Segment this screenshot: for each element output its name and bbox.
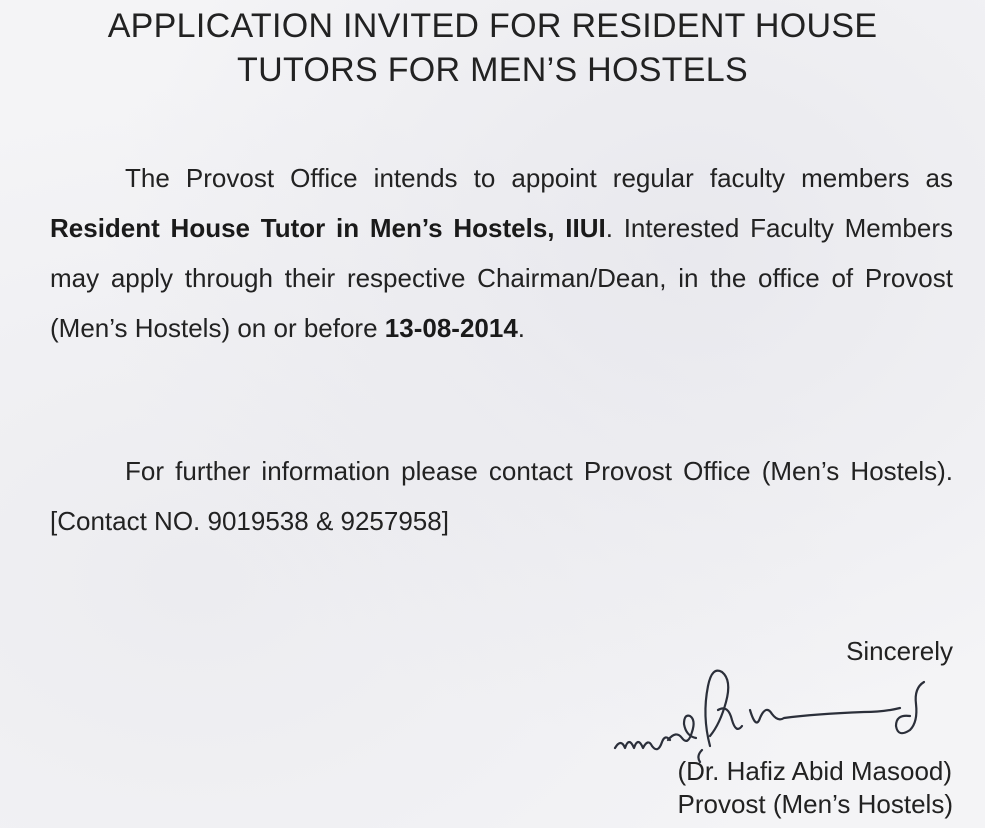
signatory-name: (Dr. Hafiz Abid Masood) [677, 756, 953, 786]
signatory-designation: Provost (Men’s Hostels) [677, 789, 953, 819]
paragraph-appointment [50, 153, 953, 353]
paragraph-appointment-text [50, 153, 953, 353]
paragraph-contact [50, 446, 953, 546]
title-line-2: TUTORS FOR MEN’S HOSTELS [237, 51, 748, 89]
closing-salutation: Sincerely [846, 636, 953, 666]
notice-title [0, 4, 985, 92]
title-line-1: APPLICATION INVITED FOR RESIDENT HOUSE [107, 7, 878, 45]
deadline-date: 13-08-2014 [384, 313, 518, 343]
p1-middle: . Interested Faculty Members may apply through their respective Chairman/Dean, in the office of Provost (Men’s Hostels) on or before [50, 213, 953, 343]
contact-text: For further information please contact Provost Office (Men’s Hostels). [Contact NO. 9019538 & 9257958] [50, 456, 953, 536]
p1-end: . [517, 313, 526, 343]
handwritten-signature [610, 660, 950, 770]
position-title: Resident House Tutor in Men’s Hostels, IIUI [50, 213, 606, 243]
signatory-block [678, 755, 954, 821]
p1-intro: The Provost Office intends to appoint regular faculty members as [125, 163, 953, 193]
